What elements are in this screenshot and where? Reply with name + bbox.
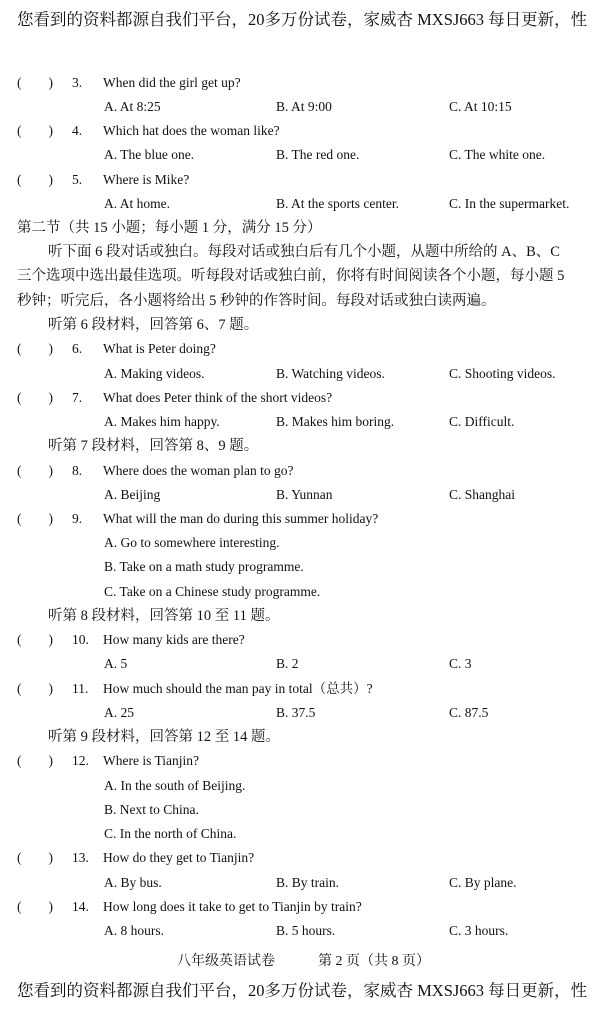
question-text: How much should the man pay in total（总共）? (103, 681, 373, 696)
option-b: B. Yunnan (276, 487, 333, 502)
material-header: 听第 7 段材料，回答第 8、9 题。 (48, 438, 259, 454)
question-number: 8. (72, 463, 83, 478)
question-number: 4. (72, 123, 83, 138)
option-b: B. Makes him boring. (276, 414, 395, 429)
option-b: B. By train. (276, 875, 339, 890)
answer-paren: ( ) (17, 463, 53, 478)
option-c: C. Difficult. (449, 414, 515, 429)
question-text: What does Peter think of the short videos? (103, 390, 333, 405)
footer-subject: 八年级英语试卷 (177, 954, 275, 969)
option-c: C. The white one. (449, 147, 546, 162)
option-a: A. Makes him happy. (104, 414, 220, 429)
option-c: C. By plane. (449, 875, 517, 890)
question-text: Where is Tianjin? (103, 753, 199, 768)
question-text: What is Peter doing? (103, 341, 216, 356)
option-c: C. Take on a Chinese study programme. (104, 584, 321, 599)
option-c: C. In the north of China. (104, 826, 237, 841)
material-header: 听第 6 段材料，回答第 6、7 题。 (48, 317, 259, 333)
option-c: C. Shooting videos. (449, 366, 556, 381)
question-text: How long does it take to get to Tianjin by train? (103, 899, 362, 914)
option-a: A. Making videos. (104, 366, 205, 381)
question-number: 7. (72, 390, 83, 405)
option-c: C. 3 hours. (449, 923, 509, 938)
option-b: B. At 9:00 (276, 99, 332, 114)
option-c: C. 3 (449, 656, 472, 671)
option-a: A. By bus. (104, 875, 162, 890)
option-a: A. 25 (104, 705, 134, 720)
answer-paren: ( ) (17, 850, 53, 865)
question-text: When did the girl get up? (103, 75, 241, 90)
option-c: C. Shanghai (449, 487, 515, 502)
question-number: 10. (72, 632, 89, 647)
option-c: C. 87.5 (449, 705, 489, 720)
question-text: Where does the woman plan to go? (103, 463, 294, 478)
answer-paren: ( ) (17, 172, 53, 187)
option-b: B. The red one. (276, 147, 360, 162)
option-b: B. At the sports center. (276, 196, 399, 211)
answer-paren: ( ) (17, 681, 53, 696)
question-number: 11. (72, 681, 89, 696)
option-b: B. Next to China. (104, 802, 199, 817)
answer-paren: ( ) (17, 899, 53, 914)
option-a: A. 5 (104, 656, 128, 671)
option-b: B. 5 hours. (276, 923, 336, 938)
bottom-banner: 您看到的资料都源自我们平台，20多万份试卷，家威杏 MXSJ663 每日更新，性 (17, 981, 588, 1000)
question-text: Which hat does the woman like? (103, 123, 280, 138)
question-number: 6. (72, 341, 83, 356)
question-text: How many kids are there? (103, 632, 245, 647)
answer-paren: ( ) (17, 753, 53, 768)
question-text: What will the man do during this summer holiday? (103, 511, 379, 526)
question-text: How do they get to Tianjin? (103, 850, 255, 865)
option-a: A. At home. (104, 196, 170, 211)
option-a: A. Go to somewhere interesting. (104, 535, 280, 550)
answer-paren: ( ) (17, 390, 53, 405)
question-text: Where is Mike? (103, 172, 190, 187)
answer-paren: ( ) (17, 75, 53, 90)
option-a: A. The blue one. (104, 147, 195, 162)
instructions-line: 听下面 6 段对话或独白。每段对话或独白后有几个小题，从题中所给的 A、B、C (48, 244, 560, 260)
option-a: A. Beijing (104, 487, 161, 502)
material-header: 听第 9 段材料，回答第 12 至 14 题。 (48, 729, 280, 745)
option-b: B. 37.5 (276, 705, 316, 720)
top-banner: 您看到的资料都源自我们平台，20多万份试卷，家威杏 MXSJ663 每日更新，性 (17, 10, 588, 29)
section-title: 第二节（共 15 小题；每小题 1 分，满分 15 分） (17, 220, 322, 236)
option-b: B. Take on a math study programme. (104, 559, 304, 574)
answer-paren: ( ) (17, 511, 53, 526)
question-number: 9. (72, 511, 83, 526)
question-number: 14. (72, 899, 89, 914)
answer-paren: ( ) (17, 341, 53, 356)
option-a: A. At 8:25 (104, 99, 161, 114)
question-number: 5. (72, 172, 83, 187)
option-c: C. In the supermarket. (449, 196, 570, 211)
footer-page-number: 第 2 页（共 8 页） (318, 954, 430, 969)
answer-paren: ( ) (17, 632, 53, 647)
question-number: 13. (72, 850, 89, 865)
option-c: C. At 10:15 (449, 99, 512, 114)
answer-paren: ( ) (17, 123, 53, 138)
option-b: B. 2 (276, 656, 299, 671)
question-number: 12. (72, 753, 89, 768)
instructions-line: 三个选项中选出最佳选项。听每段对话或独白前，你将有时间阅读各个小题，每小题 5 (17, 268, 565, 284)
option-b: B. Watching videos. (276, 366, 385, 381)
option-a: A. In the south of Beijing. (104, 778, 246, 793)
material-header: 听第 8 段材料，回答第 10 至 11 题。 (48, 608, 280, 624)
instructions-line: 秒钟；听完后，各小题将给出 5 秒钟的作答时间。每段对话或独白读两遍。 (17, 293, 496, 309)
option-a: A. 8 hours. (104, 923, 164, 938)
question-number: 3. (72, 75, 83, 90)
